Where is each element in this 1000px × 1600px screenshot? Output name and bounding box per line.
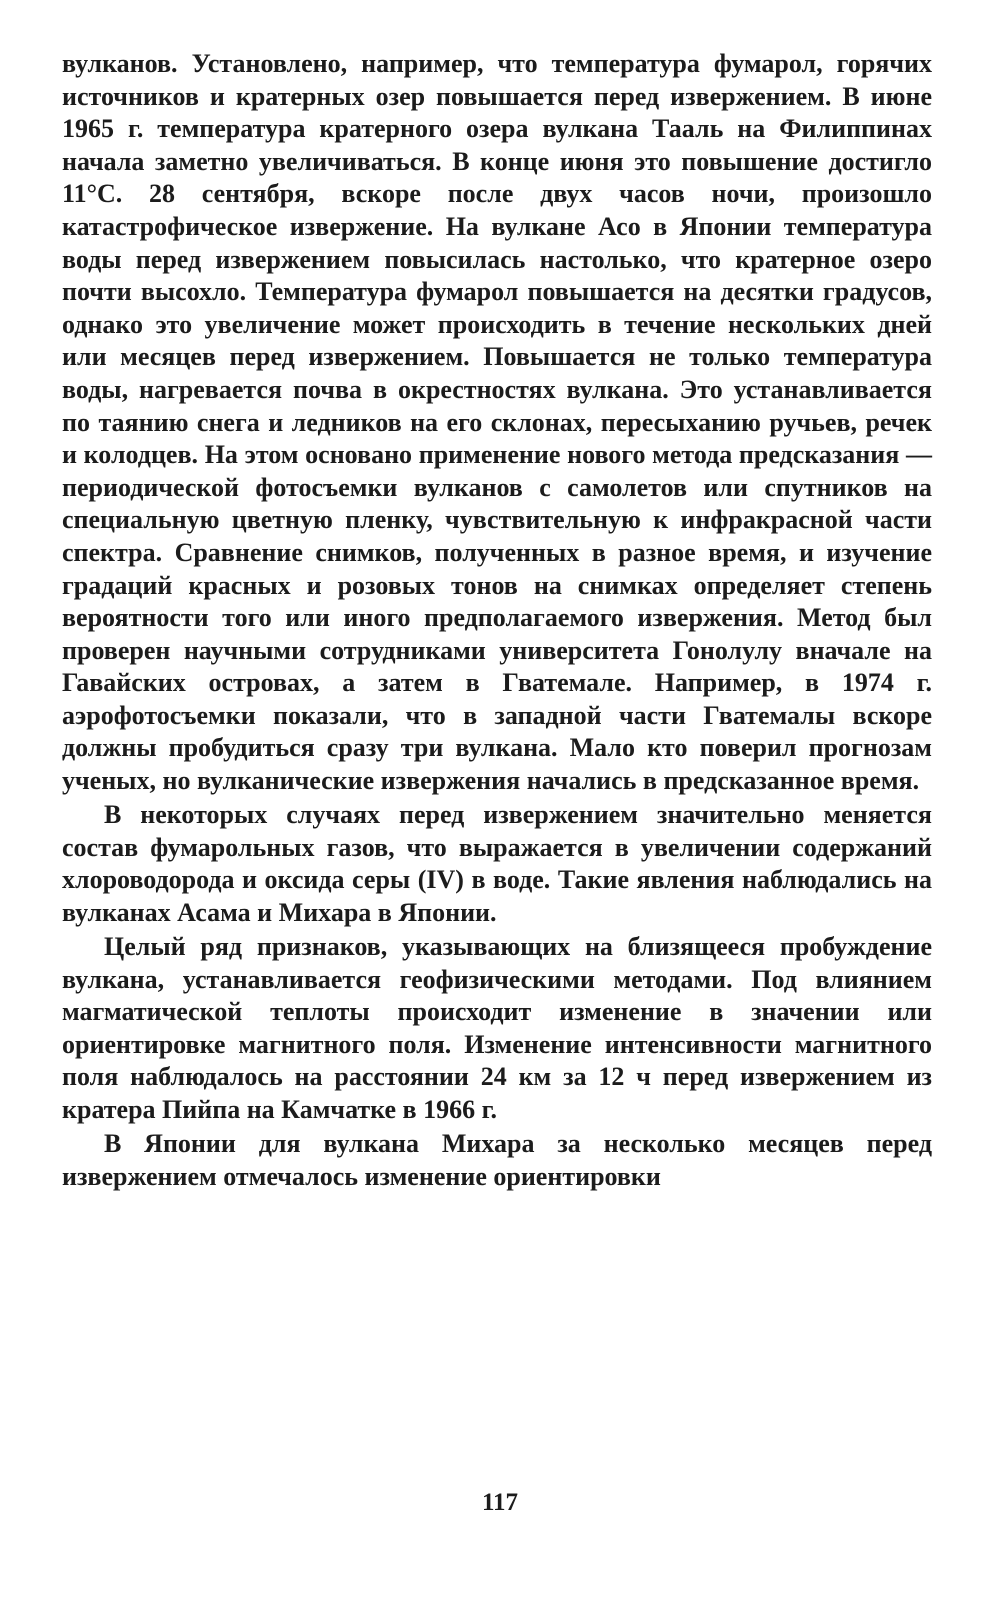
page-body	[62, 48, 932, 1193]
paragraph-1: вулканов. Установлено, например, что температура фумарол, горячих источников и кратерных озер повышается перед извержением. В июне 1965 г. температура кратерного озера вулкана Тааль на Филиппинах начала заметно увеличиваться. В конце июня это повышение достигло 11°С. 28 сентября, вскоре после двух часов ночи, произошло катастрофическое извержение. На вулкане Асо в Японии температура воды перед извержением повысилась настолько, что кратерное озеро почти высохло. Температура фумарол повышается на десятки градусов, однако это увеличение может происходить в течение нескольких дней или месяцев перед извержением. Повышается не только температура воды, нагревается почва в окрестностях вулкана. Это устанавливается по таянию снега и ледников на его склонах, пересыханию ручьев, речек и колодцев. На этом основано применение нового метода предсказания — периодической фотосъемки вулканов с самолетов или спутников на специальную цветную пленку, чувствительную к инфракрасной части спектра. Сравнение снимков, полученных в разное время, и изучение градаций красных и розовых тонов на снимках определяет степень вероятности того или иного предполагаемого извержения. Метод был проверен научными сотрудниками университета Гонолулу вначале на Гавайских островах, а затем в Гватемале. Например, в 1974 г. аэрофотосъемки показали, что в западной части Гватемалы вскоре должны пробудиться сразу три вулкана. Мало кто поверил прогнозам ученых, но вулканические извержения начались в предсказанное время.	[62, 49, 932, 796]
paragraph-4: В Японии для вулкана Михара за несколько месяцев перед извержением отмечалось изменение ориентировки	[62, 1129, 932, 1191]
paragraph-2: В некоторых случаях перед извержением значительно меняется состав фумарольных газов, что выражается в увеличении содержаний хлороводорода и оксида серы (IV) в воде. Такие явления наблюдались на вулканах Асама и Михара в Японии.	[62, 800, 932, 927]
paragraph-3: Целый ряд признаков, указывающих на близящееся пробуждение вулкана, устанавливается геофизическими методами. Под влиянием магматической теплоты происходит изменение в значении или ориентировке магнитного поля. Изменение интенсивности магнитного поля наблюдалось на расстоянии 24 км за 12 ч перед извержением из кратера Пийпа на Камчатке в 1966 г.	[62, 932, 932, 1124]
page-number: 117	[481, 1489, 519, 1516]
